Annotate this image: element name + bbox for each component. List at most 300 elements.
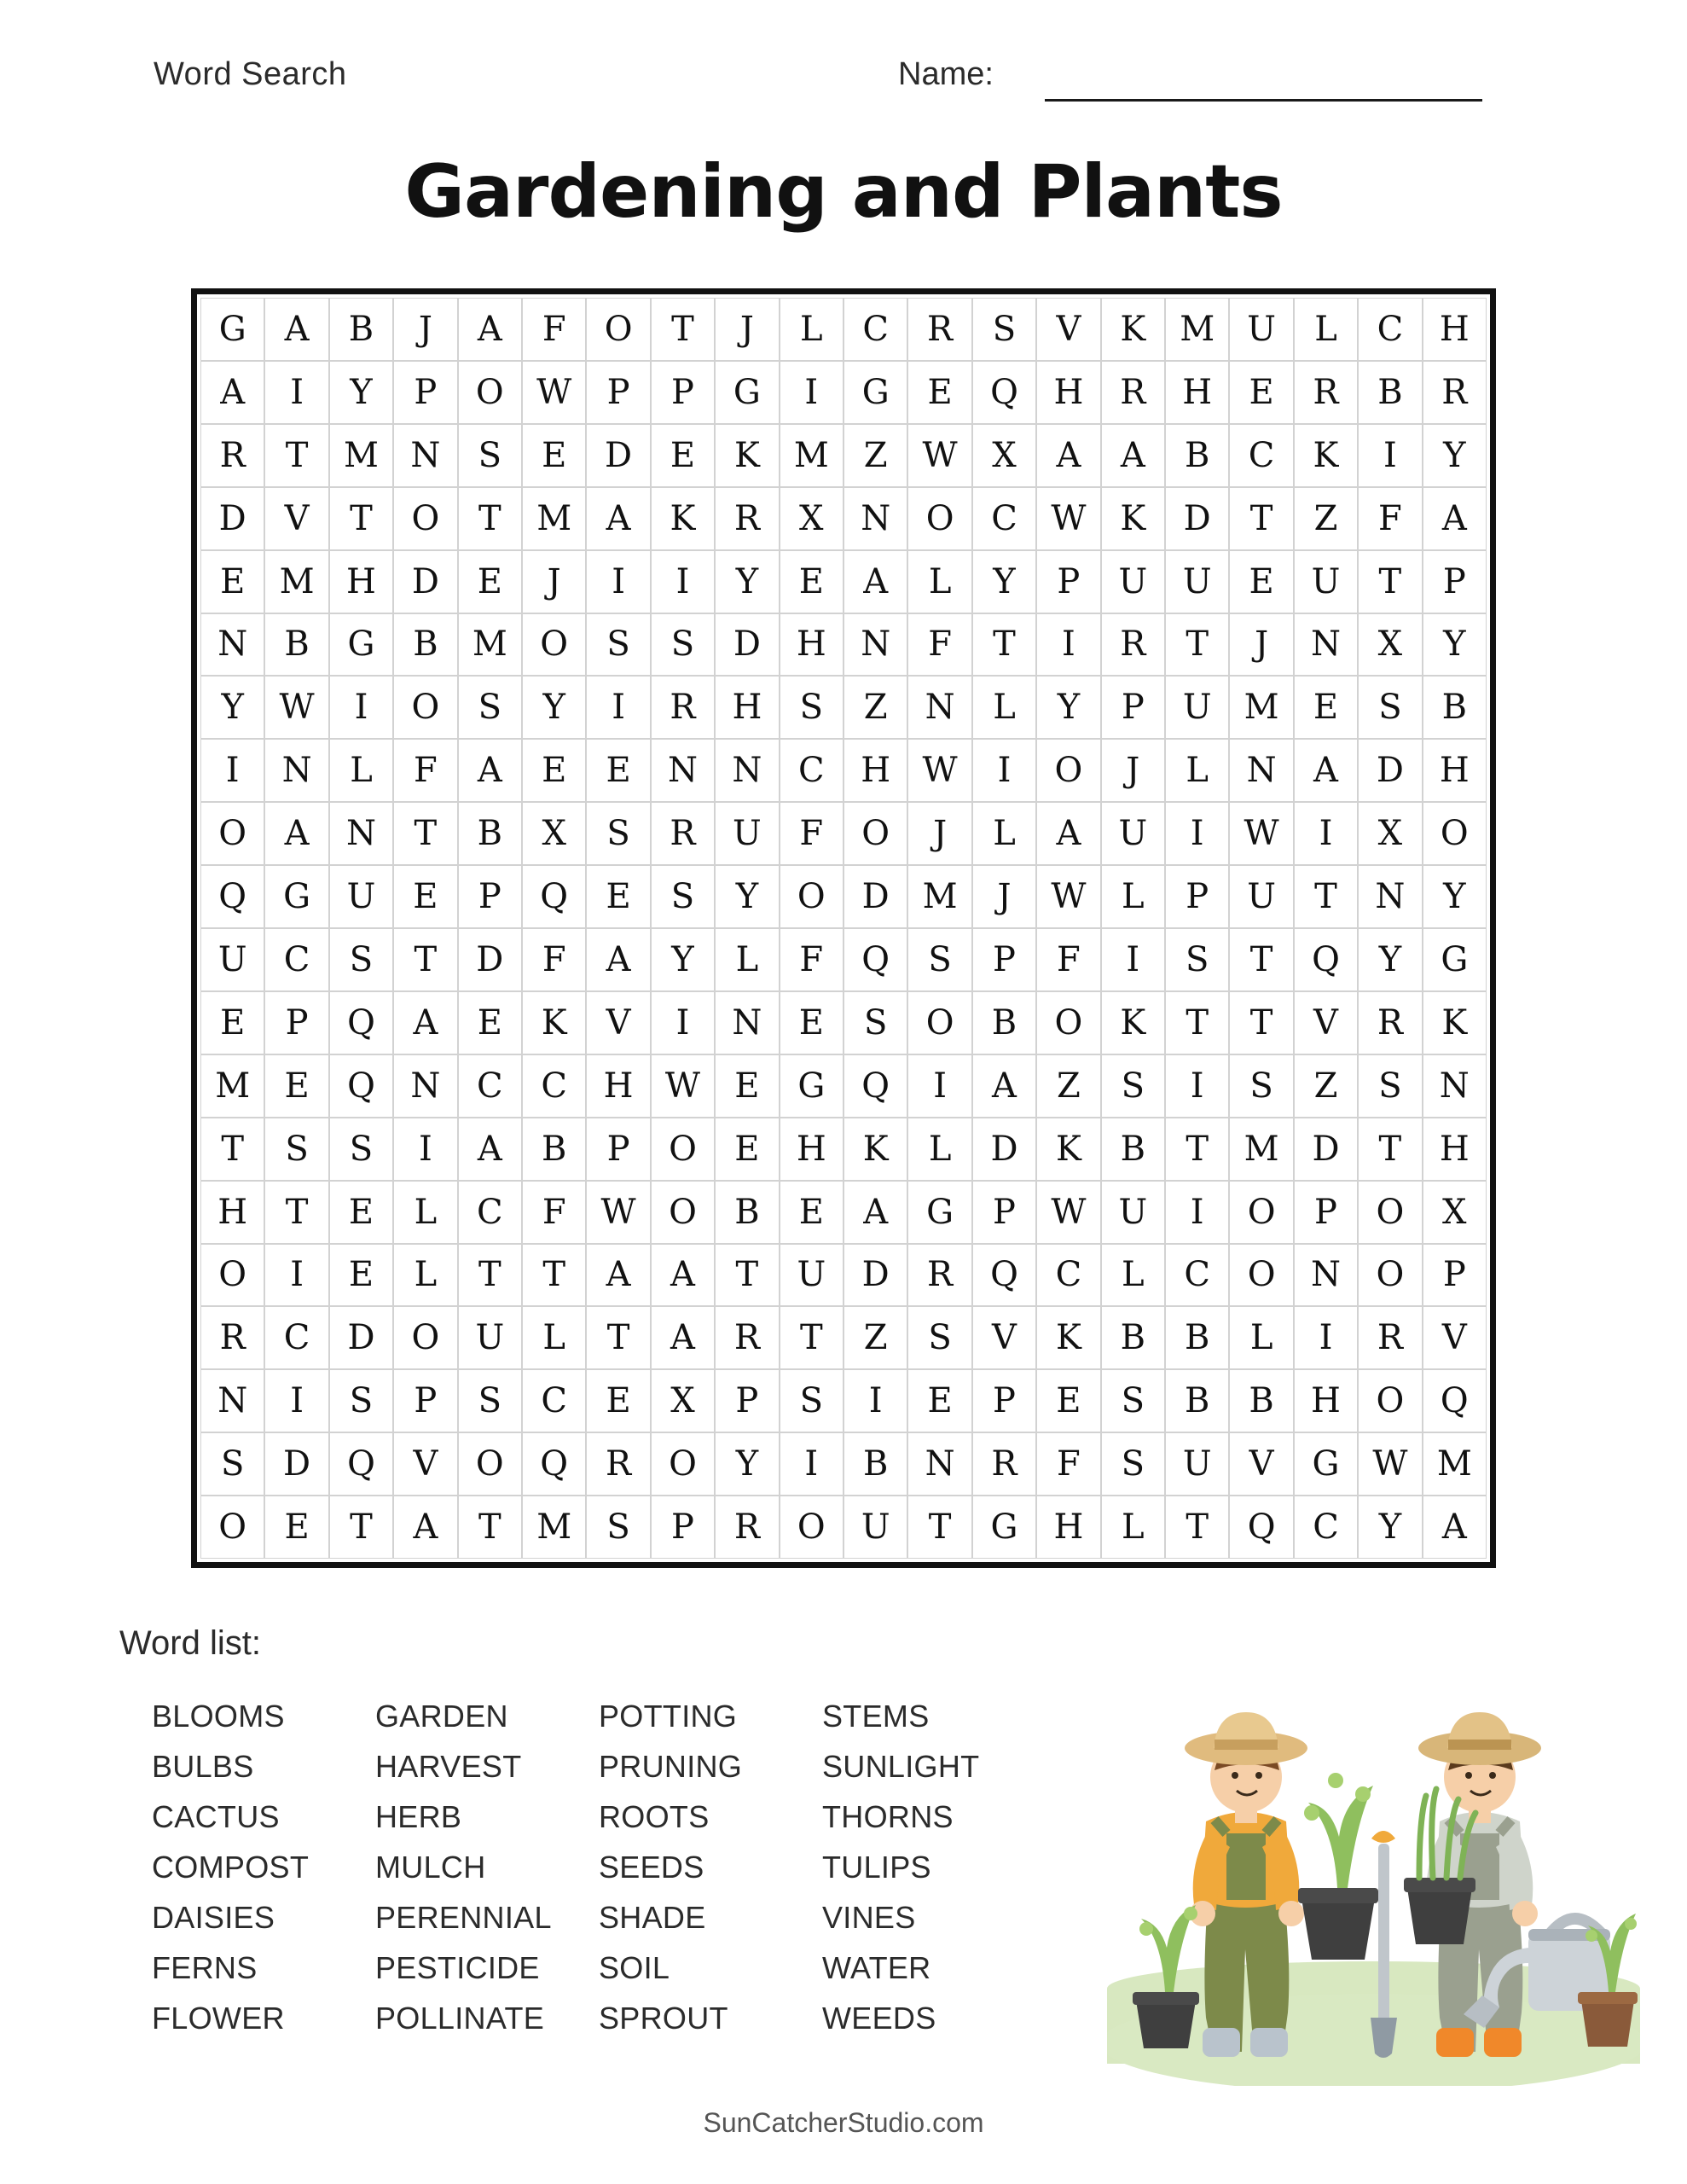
grid-cell[interactable]: I — [200, 739, 264, 802]
grid-cell[interactable]: N — [329, 802, 393, 865]
grid-cell[interactable]: Q — [972, 361, 1036, 424]
word-list-item[interactable]: BLOOMS — [152, 1699, 285, 1734]
grid-cell[interactable]: X — [1423, 1181, 1487, 1244]
grid-cell[interactable]: C — [458, 1054, 522, 1118]
grid-cell[interactable]: E — [200, 550, 264, 613]
grid-cell[interactable]: N — [651, 739, 715, 802]
grid-cell[interactable]: E — [264, 1496, 328, 1559]
word-list-item[interactable]: SHADE — [599, 1900, 706, 1935]
grid-cell[interactable]: J — [522, 550, 586, 613]
grid-cell[interactable]: D — [329, 1306, 393, 1369]
grid-cell[interactable]: O — [200, 1244, 264, 1307]
grid-cell[interactable]: W — [522, 361, 586, 424]
grid-cell[interactable]: F — [780, 928, 844, 991]
grid-cell[interactable]: D — [458, 928, 522, 991]
grid-cell[interactable]: E — [393, 865, 457, 928]
grid-cell[interactable]: G — [907, 1181, 971, 1244]
grid-cell[interactable]: N — [1358, 865, 1422, 928]
grid-cell[interactable]: M — [907, 865, 971, 928]
grid-cell[interactable]: S — [844, 991, 907, 1054]
grid-cell[interactable]: E — [780, 991, 844, 1054]
grid-cell[interactable]: Y — [1423, 613, 1487, 677]
grid-cell[interactable]: X — [651, 1369, 715, 1432]
grid-cell[interactable]: E — [329, 1181, 393, 1244]
grid-cell[interactable]: J — [907, 802, 971, 865]
grid-cell[interactable]: O — [522, 613, 586, 677]
grid-cell[interactable]: V — [1036, 298, 1100, 361]
grid-cell[interactable]: C — [522, 1369, 586, 1432]
grid-cell[interactable]: T — [329, 1496, 393, 1559]
grid-cell[interactable]: N — [264, 739, 328, 802]
grid-cell[interactable]: B — [1101, 1306, 1165, 1369]
grid-cell[interactable]: B — [972, 991, 1036, 1054]
grid-cell[interactable]: G — [1423, 928, 1487, 991]
grid-cell[interactable]: C — [1036, 1244, 1100, 1307]
grid-cell[interactable]: L — [972, 802, 1036, 865]
grid-cell[interactable]: E — [715, 1054, 779, 1118]
grid-cell[interactable]: M — [329, 424, 393, 487]
grid-cell[interactable]: B — [1165, 1306, 1229, 1369]
grid-cell[interactable]: L — [1294, 298, 1358, 361]
grid-cell[interactable]: B — [393, 613, 457, 677]
grid-cell[interactable]: K — [651, 487, 715, 550]
grid-cell[interactable]: H — [329, 550, 393, 613]
grid-cell[interactable]: Y — [715, 865, 779, 928]
grid-cell[interactable]: N — [1294, 1244, 1358, 1307]
grid-cell[interactable]: P — [393, 361, 457, 424]
grid-cell[interactable]: W — [1036, 865, 1100, 928]
grid-cell[interactable]: J — [1101, 739, 1165, 802]
grid-cell[interactable]: O — [1229, 1181, 1293, 1244]
grid-cell[interactable]: S — [458, 1369, 522, 1432]
grid-cell[interactable]: Q — [1294, 928, 1358, 991]
grid-cell[interactable]: A — [651, 1306, 715, 1369]
grid-cell[interactable]: O — [844, 802, 907, 865]
grid-cell[interactable]: L — [1101, 865, 1165, 928]
grid-cell[interactable]: L — [329, 739, 393, 802]
grid-cell[interactable]: E — [1229, 550, 1293, 613]
grid-cell[interactable]: E — [715, 1118, 779, 1181]
word-list-item[interactable]: THORNS — [822, 1799, 954, 1834]
grid-cell[interactable]: S — [907, 928, 971, 991]
grid-cell[interactable]: P — [1294, 1181, 1358, 1244]
grid-cell[interactable]: F — [522, 928, 586, 991]
grid-cell[interactable]: D — [844, 1244, 907, 1307]
grid-cell[interactable]: K — [1101, 487, 1165, 550]
grid-cell[interactable]: O — [200, 1496, 264, 1559]
grid-cell[interactable]: V — [1229, 1432, 1293, 1496]
grid-cell[interactable]: O — [393, 487, 457, 550]
grid-cell[interactable]: I — [1101, 928, 1165, 991]
grid-cell[interactable]: Z — [844, 676, 907, 739]
grid-cell[interactable]: N — [1294, 613, 1358, 677]
grid-cell[interactable]: I — [651, 550, 715, 613]
grid-cell[interactable]: O — [1229, 1244, 1293, 1307]
grid-cell[interactable]: O — [393, 1306, 457, 1369]
grid-cell[interactable]: M — [1229, 1118, 1293, 1181]
grid-cell[interactable]: L — [715, 928, 779, 991]
grid-cell[interactable]: Y — [1036, 676, 1100, 739]
grid-cell[interactable]: H — [1294, 1369, 1358, 1432]
grid-cell[interactable]: O — [1358, 1181, 1422, 1244]
grid-cell[interactable]: B — [1165, 424, 1229, 487]
grid-cell[interactable]: S — [972, 298, 1036, 361]
grid-cell[interactable]: K — [715, 424, 779, 487]
grid-cell[interactable]: S — [780, 1369, 844, 1432]
grid-cell[interactable]: J — [1229, 613, 1293, 677]
grid-cell[interactable]: W — [1229, 802, 1293, 865]
grid-cell[interactable]: Z — [844, 1306, 907, 1369]
grid-cell[interactable]: P — [458, 865, 522, 928]
grid-cell[interactable]: D — [1165, 487, 1229, 550]
grid-cell[interactable]: S — [780, 676, 844, 739]
grid-cell[interactable]: C — [1165, 1244, 1229, 1307]
grid-cell[interactable]: F — [907, 613, 971, 677]
grid-cell[interactable]: P — [1165, 865, 1229, 928]
grid-cell[interactable]: I — [393, 1118, 457, 1181]
grid-cell[interactable]: X — [780, 487, 844, 550]
grid-cell[interactable]: L — [1101, 1496, 1165, 1559]
grid-cell[interactable]: W — [1358, 1432, 1422, 1496]
grid-cell[interactable]: T — [780, 1306, 844, 1369]
word-list-item[interactable]: SUNLIGHT — [822, 1749, 980, 1784]
grid-cell[interactable]: H — [1036, 361, 1100, 424]
word-list-item[interactable]: HERB — [375, 1799, 462, 1834]
grid-cell[interactable]: R — [1358, 991, 1422, 1054]
grid-cell[interactable]: P — [715, 1369, 779, 1432]
grid-cell[interactable]: I — [264, 361, 328, 424]
grid-cell[interactable]: R — [715, 1306, 779, 1369]
grid-cell[interactable]: R — [907, 298, 971, 361]
grid-cell[interactable]: S — [458, 424, 522, 487]
grid-cell[interactable]: W — [1036, 487, 1100, 550]
grid-cell[interactable]: S — [264, 1118, 328, 1181]
grid-cell[interactable]: B — [1229, 1369, 1293, 1432]
grid-cell[interactable]: T — [264, 1181, 328, 1244]
grid-cell[interactable]: R — [586, 1432, 650, 1496]
word-list-item[interactable]: PRUNING — [599, 1749, 743, 1784]
grid-cell[interactable]: A — [1423, 487, 1487, 550]
grid-cell[interactable]: I — [264, 1244, 328, 1307]
grid-cell[interactable]: E — [458, 550, 522, 613]
grid-cell[interactable]: R — [715, 487, 779, 550]
grid-cell[interactable]: X — [972, 424, 1036, 487]
grid-cell[interactable]: N — [200, 1369, 264, 1432]
grid-cell[interactable]: B — [1101, 1118, 1165, 1181]
grid-cell[interactable]: E — [264, 1054, 328, 1118]
grid-cell[interactable]: E — [1036, 1369, 1100, 1432]
grid-cell[interactable]: H — [715, 676, 779, 739]
grid-cell[interactable]: F — [1036, 928, 1100, 991]
grid-cell[interactable]: B — [1165, 1369, 1229, 1432]
grid-cell[interactable]: O — [651, 1432, 715, 1496]
word-list-item[interactable]: FERNS — [152, 1950, 258, 1985]
word-list-item[interactable]: MULCH — [375, 1850, 486, 1885]
grid-cell[interactable]: X — [1358, 802, 1422, 865]
grid-cell[interactable]: H — [1036, 1496, 1100, 1559]
grid-cell[interactable]: A — [458, 1118, 522, 1181]
word-list-item[interactable]: SEEDS — [599, 1850, 704, 1885]
grid-cell[interactable]: N — [1423, 1054, 1487, 1118]
grid-cell[interactable]: K — [1036, 1118, 1100, 1181]
grid-cell[interactable]: I — [1294, 1306, 1358, 1369]
grid-cell[interactable]: H — [586, 1054, 650, 1118]
grid-cell[interactable]: R — [972, 1432, 1036, 1496]
grid-cell[interactable]: J — [393, 298, 457, 361]
grid-cell[interactable]: A — [1036, 424, 1100, 487]
grid-cell[interactable]: A — [586, 1244, 650, 1307]
grid-cell[interactable]: Q — [200, 865, 264, 928]
grid-cell[interactable]: Y — [329, 361, 393, 424]
grid-cell[interactable]: A — [458, 739, 522, 802]
grid-cell[interactable]: O — [651, 1181, 715, 1244]
grid-cell[interactable]: R — [907, 1244, 971, 1307]
grid-cell[interactable]: Q — [844, 928, 907, 991]
grid-cell[interactable]: R — [200, 1306, 264, 1369]
grid-cell[interactable]: T — [972, 613, 1036, 677]
word-list-item[interactable]: STEMS — [822, 1699, 930, 1734]
grid-cell[interactable]: Y — [715, 550, 779, 613]
grid-cell[interactable]: D — [1358, 739, 1422, 802]
grid-cell[interactable]: C — [264, 1306, 328, 1369]
grid-cell[interactable]: R — [651, 802, 715, 865]
word-list-item[interactable]: BULBS — [152, 1749, 254, 1784]
grid-cell[interactable]: I — [844, 1369, 907, 1432]
grid-cell[interactable]: T — [1229, 991, 1293, 1054]
grid-cell[interactable]: C — [844, 298, 907, 361]
grid-cell[interactable]: Q — [1229, 1496, 1293, 1559]
grid-cell[interactable]: H — [1165, 361, 1229, 424]
grid-cell[interactable]: R — [1101, 613, 1165, 677]
word-list-item[interactable]: SOIL — [599, 1950, 670, 1985]
grid-cell[interactable]: R — [651, 676, 715, 739]
grid-cell[interactable]: N — [393, 424, 457, 487]
grid-cell[interactable]: D — [200, 487, 264, 550]
grid-cell[interactable]: Q — [522, 865, 586, 928]
grid-cell[interactable]: P — [586, 1118, 650, 1181]
grid-cell[interactable]: A — [1294, 739, 1358, 802]
grid-cell[interactable]: P — [972, 1369, 1036, 1432]
grid-cell[interactable]: W — [264, 676, 328, 739]
grid-cell[interactable]: O — [1036, 739, 1100, 802]
grid-cell[interactable]: O — [586, 298, 650, 361]
grid-cell[interactable]: A — [586, 487, 650, 550]
grid-cell[interactable]: F — [1036, 1432, 1100, 1496]
grid-cell[interactable]: T — [1294, 865, 1358, 928]
grid-cell[interactable]: Z — [1294, 1054, 1358, 1118]
grid-cell[interactable]: S — [329, 1118, 393, 1181]
grid-cell[interactable]: U — [1294, 550, 1358, 613]
grid-cell[interactable]: V — [1294, 991, 1358, 1054]
word-list-item[interactable]: POTTING — [599, 1699, 738, 1734]
grid-cell[interactable]: O — [1036, 991, 1100, 1054]
grid-cell[interactable]: U — [844, 1496, 907, 1559]
grid-cell[interactable]: P — [1101, 676, 1165, 739]
word-list-item[interactable]: WEEDS — [822, 2001, 936, 2036]
grid-cell[interactable]: A — [393, 991, 457, 1054]
grid-cell[interactable]: M — [1423, 1432, 1487, 1496]
grid-cell[interactable]: E — [780, 1181, 844, 1244]
grid-cell[interactable]: T — [458, 487, 522, 550]
grid-cell[interactable]: N — [844, 487, 907, 550]
grid-cell[interactable]: Y — [715, 1432, 779, 1496]
grid-cell[interactable]: O — [1423, 802, 1487, 865]
grid-cell[interactable]: U — [1165, 676, 1229, 739]
grid-cell[interactable]: H — [780, 613, 844, 677]
grid-cell[interactable]: C — [458, 1181, 522, 1244]
grid-cell[interactable]: P — [393, 1369, 457, 1432]
grid-cell[interactable]: W — [907, 424, 971, 487]
grid-cell[interactable]: M — [522, 1496, 586, 1559]
grid-cell[interactable]: S — [458, 676, 522, 739]
grid-cell[interactable]: M — [1165, 298, 1229, 361]
grid-cell[interactable]: Q — [329, 1432, 393, 1496]
grid-cell[interactable]: X — [1358, 613, 1422, 677]
grid-cell[interactable]: V — [264, 487, 328, 550]
grid-cell[interactable]: E — [586, 865, 650, 928]
grid-cell[interactable]: B — [1358, 361, 1422, 424]
grid-cell[interactable]: H — [200, 1181, 264, 1244]
grid-cell[interactable]: M — [458, 613, 522, 677]
grid-cell[interactable]: L — [393, 1244, 457, 1307]
grid-cell[interactable]: V — [393, 1432, 457, 1496]
grid-cell[interactable]: A — [264, 802, 328, 865]
grid-cell[interactable]: W — [586, 1181, 650, 1244]
grid-cell[interactable]: F — [1358, 487, 1422, 550]
grid-cell[interactable]: P — [1036, 550, 1100, 613]
grid-cell[interactable]: E — [329, 1244, 393, 1307]
grid-cell[interactable]: O — [907, 991, 971, 1054]
grid-cell[interactable]: Y — [1423, 865, 1487, 928]
grid-cell[interactable]: N — [1229, 739, 1293, 802]
grid-cell[interactable]: A — [1036, 802, 1100, 865]
grid-cell[interactable]: M — [200, 1054, 264, 1118]
grid-cell[interactable]: C — [780, 739, 844, 802]
grid-cell[interactable]: A — [264, 298, 328, 361]
grid-cell[interactable]: I — [972, 739, 1036, 802]
grid-cell[interactable]: K — [1423, 991, 1487, 1054]
word-list-item[interactable]: WATER — [822, 1950, 931, 1985]
grid-cell[interactable]: P — [264, 991, 328, 1054]
word-list-item[interactable]: GARDEN — [375, 1699, 508, 1734]
grid-cell[interactable]: T — [393, 802, 457, 865]
grid-cell[interactable]: E — [907, 361, 971, 424]
grid-cell[interactable]: D — [844, 865, 907, 928]
grid-cell[interactable]: U — [1229, 298, 1293, 361]
grid-cell[interactable]: I — [780, 361, 844, 424]
grid-cell[interactable]: G — [1294, 1432, 1358, 1496]
grid-cell[interactable]: I — [1165, 1181, 1229, 1244]
grid-cell[interactable]: T — [458, 1244, 522, 1307]
grid-cell[interactable]: O — [1358, 1244, 1422, 1307]
grid-cell[interactable]: Y — [1358, 928, 1422, 991]
grid-cell[interactable]: L — [1229, 1306, 1293, 1369]
grid-cell[interactable]: I — [586, 550, 650, 613]
grid-cell[interactable]: I — [1036, 613, 1100, 677]
grid-cell[interactable]: U — [329, 865, 393, 928]
grid-cell[interactable]: T — [1358, 550, 1422, 613]
grid-cell[interactable]: S — [586, 802, 650, 865]
grid-cell[interactable]: L — [780, 298, 844, 361]
grid-cell[interactable]: A — [586, 928, 650, 991]
grid-cell[interactable]: O — [458, 1432, 522, 1496]
grid-cell[interactable]: G — [844, 361, 907, 424]
grid-cell[interactable]: S — [651, 613, 715, 677]
grid-cell[interactable]: A — [1101, 424, 1165, 487]
grid-cell[interactable]: N — [200, 613, 264, 677]
grid-cell[interactable]: B — [264, 613, 328, 677]
grid-cell[interactable]: T — [907, 1496, 971, 1559]
grid-cell[interactable]: N — [393, 1054, 457, 1118]
grid-cell[interactable]: I — [586, 676, 650, 739]
word-list-item[interactable]: DAISIES — [152, 1900, 275, 1935]
grid-cell[interactable]: T — [264, 424, 328, 487]
grid-cell[interactable]: T — [393, 928, 457, 991]
grid-cell[interactable]: S — [1101, 1432, 1165, 1496]
grid-cell[interactable]: L — [972, 676, 1036, 739]
grid-cell[interactable]: O — [458, 361, 522, 424]
grid-cell[interactable]: R — [200, 424, 264, 487]
grid-cell[interactable]: K — [522, 991, 586, 1054]
grid-cell[interactable]: C — [264, 928, 328, 991]
grid-cell[interactable]: B — [844, 1432, 907, 1496]
grid-cell[interactable]: N — [907, 1432, 971, 1496]
grid-cell[interactable]: K — [844, 1118, 907, 1181]
grid-cell[interactable]: S — [1165, 928, 1229, 991]
grid-cell[interactable]: A — [1423, 1496, 1487, 1559]
grid-cell[interactable]: L — [522, 1306, 586, 1369]
grid-cell[interactable]: T — [1165, 1496, 1229, 1559]
grid-cell[interactable]: T — [1229, 928, 1293, 991]
grid-cell[interactable]: T — [715, 1244, 779, 1307]
grid-cell[interactable]: H — [1423, 739, 1487, 802]
grid-cell[interactable]: S — [1101, 1054, 1165, 1118]
grid-cell[interactable]: G — [972, 1496, 1036, 1559]
grid-cell[interactable]: P — [651, 361, 715, 424]
grid-cell[interactable]: S — [586, 1496, 650, 1559]
grid-cell[interactable]: U — [458, 1306, 522, 1369]
grid-cell[interactable]: L — [1101, 1244, 1165, 1307]
word-list-item[interactable]: TULIPS — [822, 1850, 931, 1885]
grid-cell[interactable]: P — [586, 361, 650, 424]
grid-cell[interactable]: I — [907, 1054, 971, 1118]
grid-cell[interactable]: Y — [1423, 424, 1487, 487]
word-list-item[interactable]: COMPOST — [152, 1850, 310, 1885]
grid-cell[interactable]: D — [715, 613, 779, 677]
grid-cell[interactable]: F — [522, 1181, 586, 1244]
grid-cell[interactable]: U — [1229, 865, 1293, 928]
grid-cell[interactable]: O — [780, 865, 844, 928]
grid-cell[interactable]: A — [651, 1244, 715, 1307]
grid-cell[interactable]: M — [1229, 676, 1293, 739]
grid-cell[interactable]: E — [522, 739, 586, 802]
grid-cell[interactable]: O — [651, 1118, 715, 1181]
grid-cell[interactable]: U — [1101, 802, 1165, 865]
grid-cell[interactable]: L — [393, 1181, 457, 1244]
grid-cell[interactable]: O — [393, 676, 457, 739]
grid-cell[interactable]: C — [1358, 298, 1422, 361]
grid-cell[interactable]: F — [393, 739, 457, 802]
grid-cell[interactable]: W — [907, 739, 971, 802]
grid-cell[interactable]: S — [1358, 676, 1422, 739]
grid-cell[interactable]: A — [844, 1181, 907, 1244]
word-list-item[interactable]: HARVEST — [375, 1749, 522, 1784]
grid-cell[interactable]: G — [264, 865, 328, 928]
grid-cell[interactable]: Y — [972, 550, 1036, 613]
grid-cell[interactable]: I — [329, 676, 393, 739]
grid-cell[interactable]: A — [200, 361, 264, 424]
grid-cell[interactable]: F — [522, 298, 586, 361]
